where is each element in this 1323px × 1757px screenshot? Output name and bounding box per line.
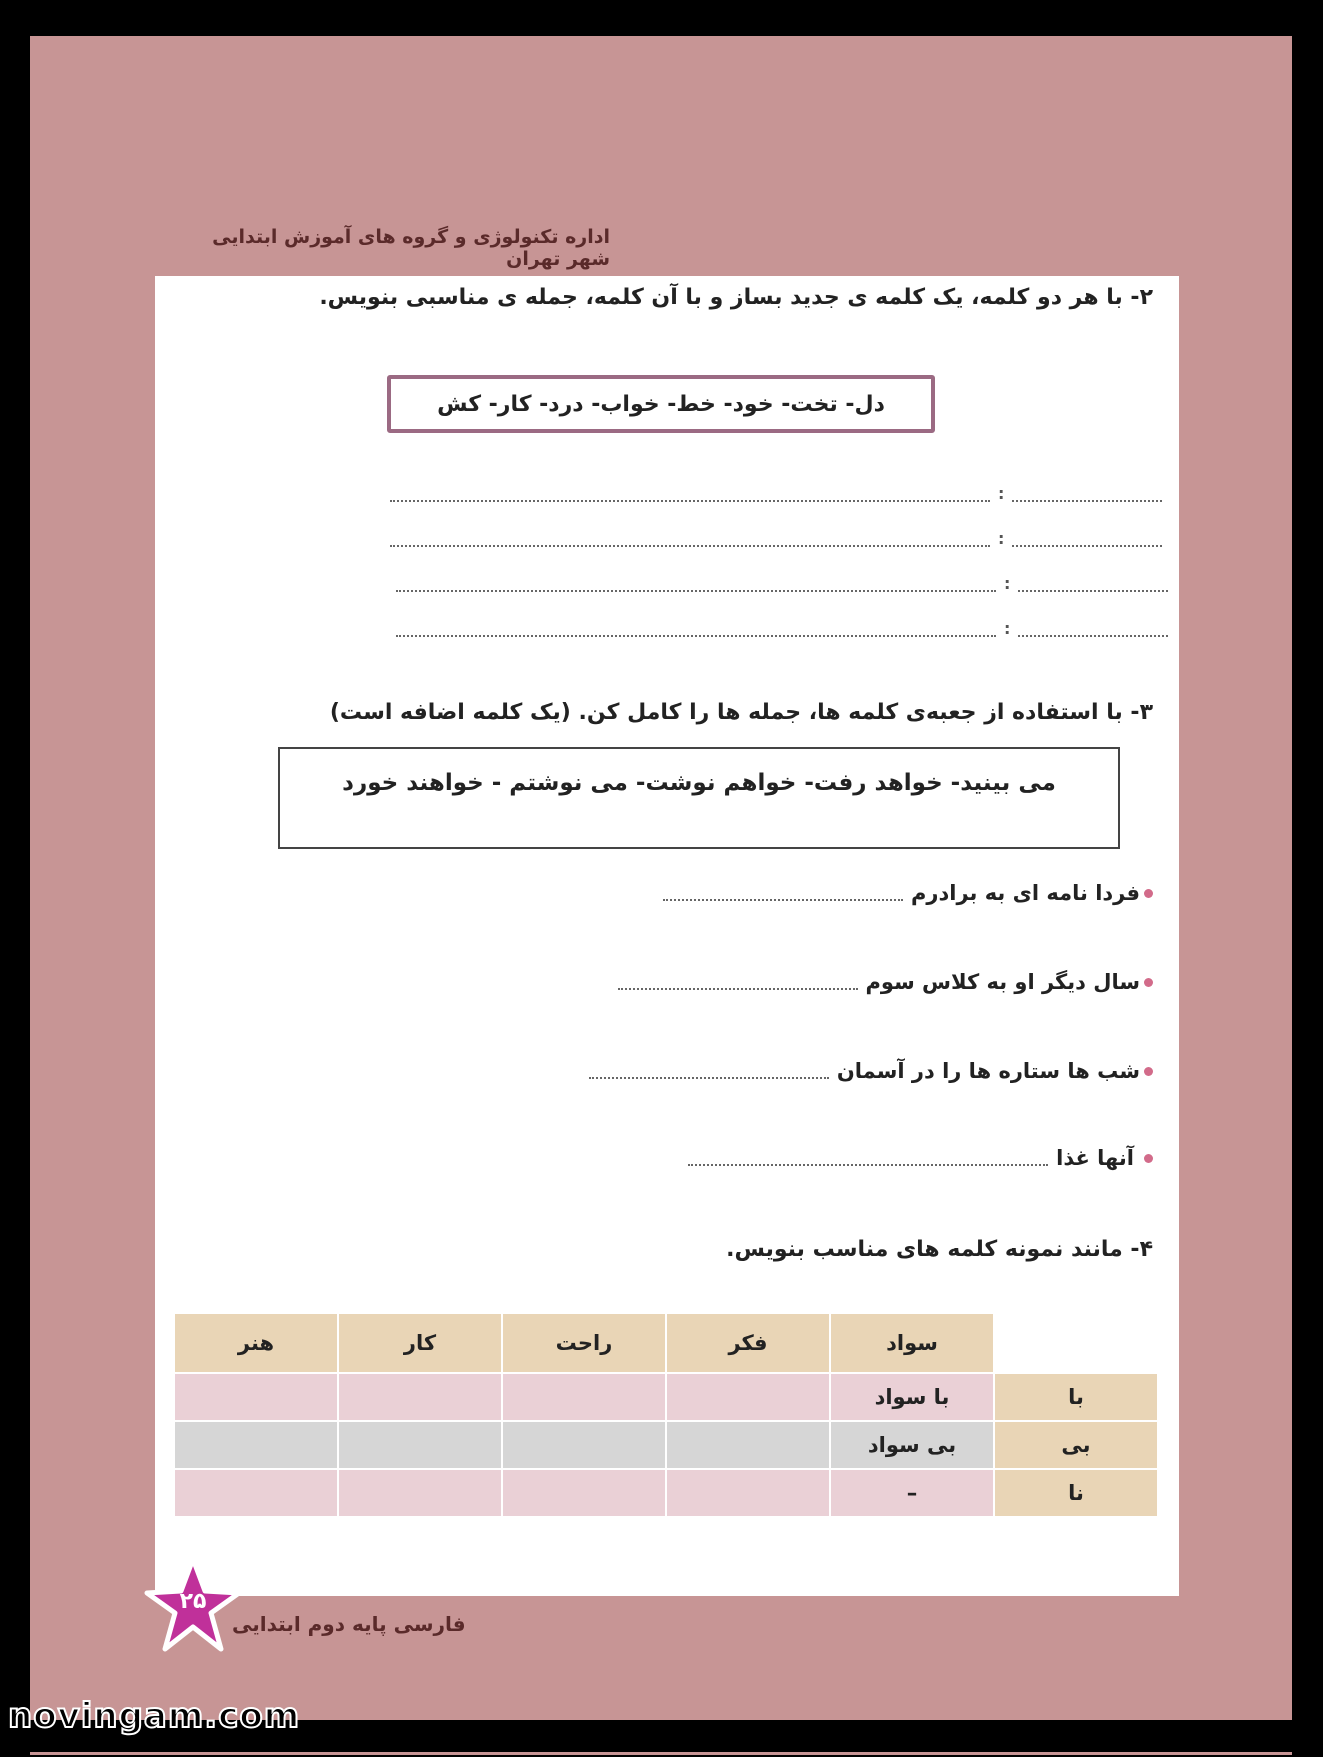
answer-cell[interactable] bbox=[667, 1422, 829, 1468]
sentence-3: شب ها ستاره ها را در آسمان bbox=[589, 1059, 1153, 1083]
question-4-title: ۴- مانند نمونه کلمه های مناسب بنویس. bbox=[726, 1237, 1153, 1262]
answer-cell[interactable] bbox=[503, 1470, 665, 1516]
bullet-icon bbox=[1144, 978, 1153, 987]
answer-cell[interactable] bbox=[667, 1374, 829, 1420]
page-number-star bbox=[143, 1555, 243, 1655]
bullet-icon bbox=[1144, 1067, 1153, 1076]
header-cell: سواد bbox=[831, 1314, 993, 1372]
answer-cell[interactable] bbox=[339, 1374, 501, 1420]
prefix-cell: نا bbox=[995, 1470, 1157, 1516]
answer-line-2[interactable]: : bbox=[390, 529, 1162, 549]
question-2-title: ۲- با هر دو کلمه، یک کلمه ی جدید بساز و با آن کلمه، جمله ی مناسبی بنویس. bbox=[319, 285, 1153, 310]
sentence-2: سال دیگر او به کلاس سوم bbox=[618, 970, 1153, 994]
question-3-title: ۳- با استفاده از جعبه‌ی کلمه ها، جمله ها را کامل کن. (یک کلمه اضافه است) bbox=[329, 700, 1153, 725]
watermark: novingam.com bbox=[8, 1696, 301, 1736]
example-cell: – bbox=[831, 1470, 993, 1516]
fill-blank-4[interactable] bbox=[688, 1150, 1048, 1166]
answer-cell[interactable] bbox=[175, 1374, 337, 1420]
answer-line-4[interactable]: : bbox=[396, 619, 1168, 639]
header-cell: راحت bbox=[503, 1314, 665, 1372]
header-cell: هنر bbox=[175, 1314, 337, 1372]
answer-cell[interactable] bbox=[175, 1470, 337, 1516]
book-title: فارسی پایه دوم ابتدایی bbox=[232, 1612, 466, 1636]
word-box-q2: دل- تخت- خود- خط- خواب- درد- کار- کش bbox=[387, 375, 935, 433]
answer-cell[interactable] bbox=[339, 1422, 501, 1468]
fill-blank-1[interactable] bbox=[663, 885, 903, 901]
header-org: اداره تکنولوژی و گروه های آموزش ابتدایی شهر تهران bbox=[212, 226, 610, 270]
fill-blank-3[interactable] bbox=[589, 1063, 829, 1079]
empty-corner bbox=[995, 1314, 1157, 1372]
sentence-4: آنها غذا bbox=[688, 1146, 1153, 1170]
answer-cell[interactable] bbox=[503, 1374, 665, 1420]
answer-cell[interactable] bbox=[503, 1422, 665, 1468]
prefix-cell: با bbox=[995, 1374, 1157, 1420]
page-number: ۲۵ bbox=[179, 1589, 207, 1614]
answer-line-3[interactable]: : bbox=[396, 574, 1168, 594]
word-table bbox=[173, 1312, 1159, 1518]
bullet-icon bbox=[1144, 1154, 1153, 1163]
bottom-divider bbox=[30, 1752, 1292, 1755]
header-cell: فکر bbox=[667, 1314, 829, 1372]
answer-cell[interactable] bbox=[667, 1470, 829, 1516]
sentence-1: فردا نامه ای به برادرم bbox=[663, 881, 1153, 905]
header-cell: کار bbox=[339, 1314, 501, 1372]
word-box-q3: می بینید- خواهد رفت- خواهم نوشت- می نوشتم - خواهند خورد bbox=[278, 747, 1120, 849]
example-cell: بی سواد bbox=[831, 1422, 993, 1468]
answer-cell[interactable] bbox=[175, 1422, 337, 1468]
answer-line-1[interactable]: : bbox=[390, 484, 1162, 504]
bullet-icon bbox=[1144, 889, 1153, 898]
example-cell: با سواد bbox=[831, 1374, 993, 1420]
answer-cell[interactable] bbox=[339, 1470, 501, 1516]
fill-blank-2[interactable] bbox=[618, 974, 858, 990]
prefix-cell: بی bbox=[995, 1422, 1157, 1468]
